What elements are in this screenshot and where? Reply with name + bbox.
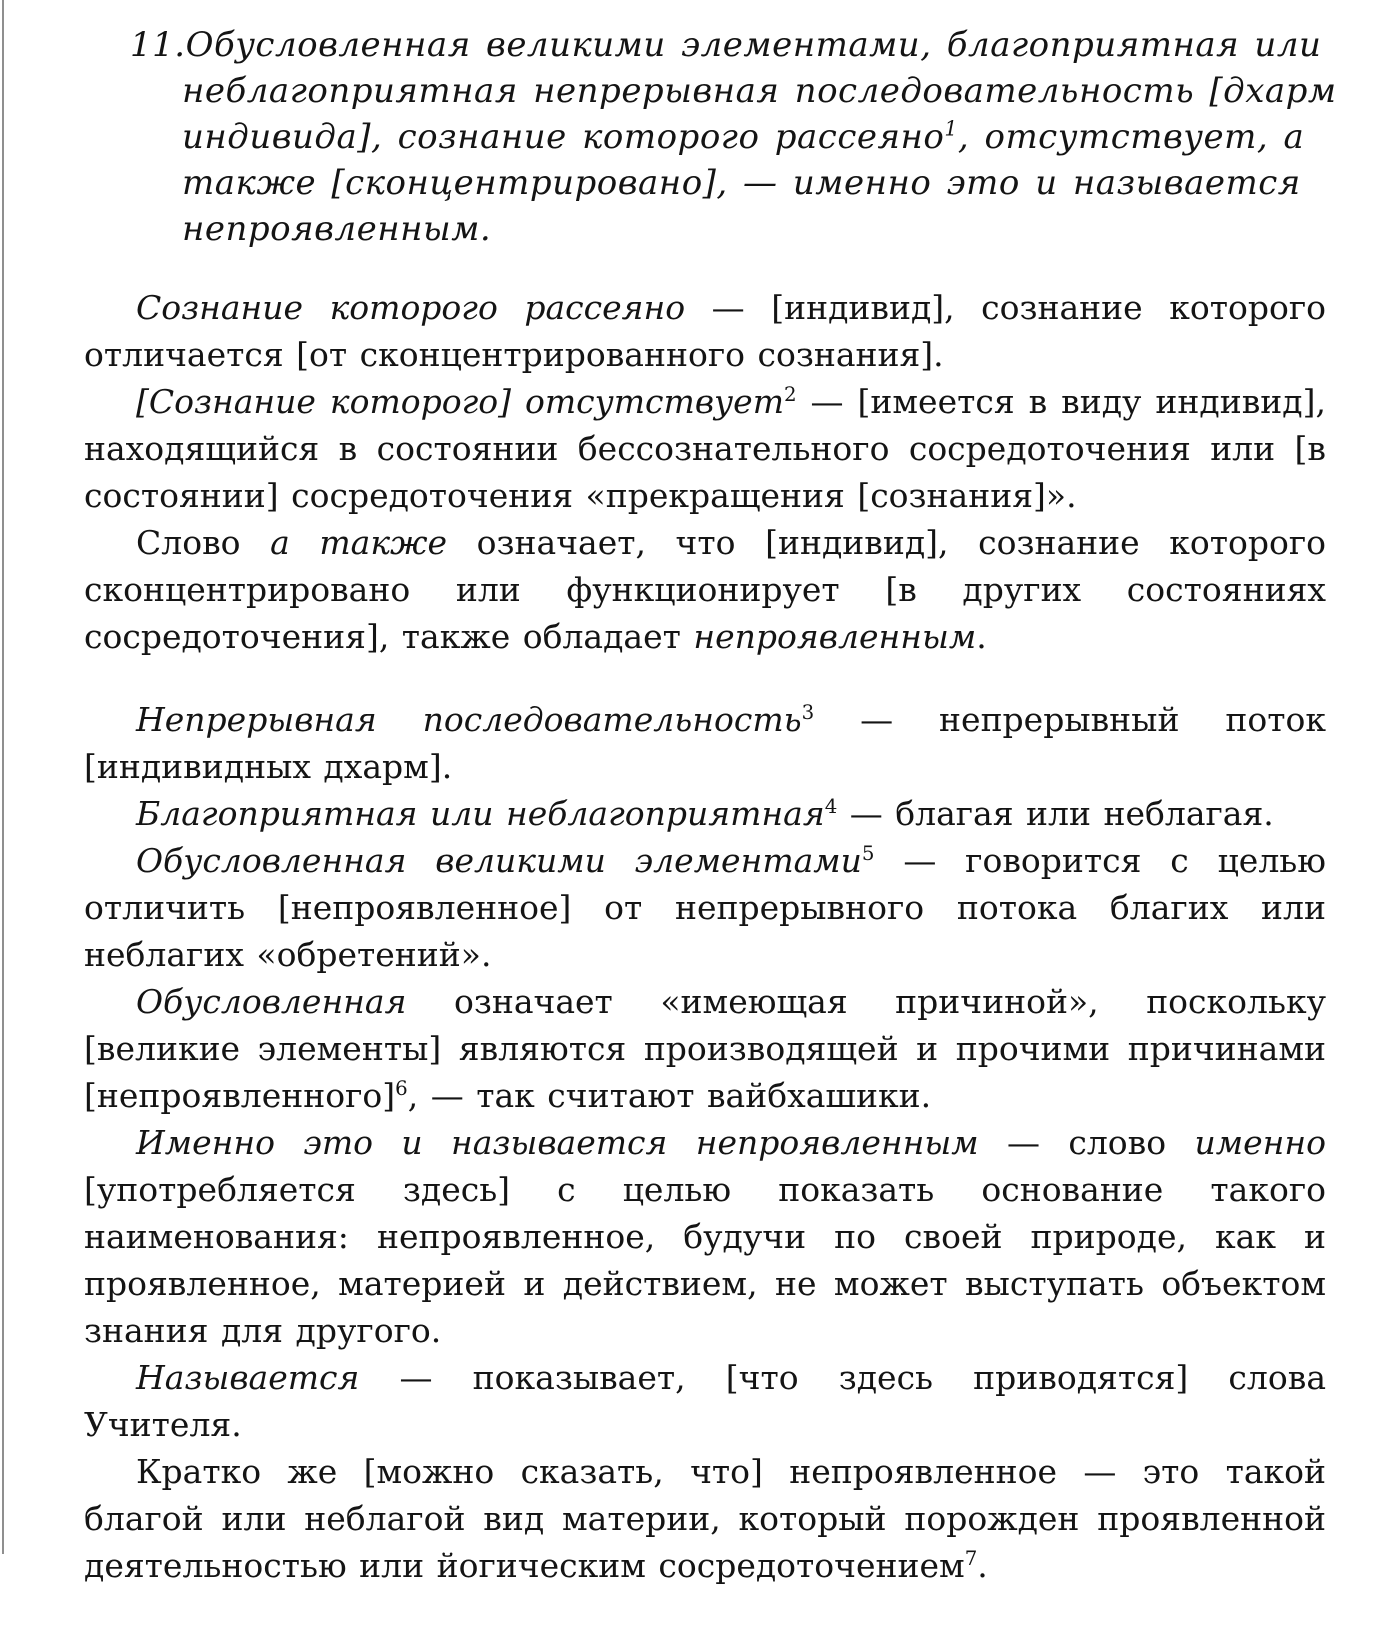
paragraph <box>84 284 1326 378</box>
verse-line <box>130 68 1337 114</box>
text-segment: . <box>976 617 987 656</box>
paragraph <box>84 1119 1326 1354</box>
paragraph <box>84 1354 1326 1448</box>
text-segment: — слово <box>978 1123 1195 1162</box>
footnote-reference: 1 <box>944 116 958 141</box>
text-segment: , отсутствует, а <box>957 117 1305 157</box>
footnote-reference: 4 <box>824 795 838 818</box>
text-segment: [Сознание которого] отсутствует <box>136 382 784 421</box>
text-segment: — непрерывный поток [индивидных дхарм]. <box>84 700 1326 786</box>
text-segment: — показывает, [что здесь приводятся] слова Учителя. <box>84 1358 1326 1444</box>
text-segment: также [сконцентрировано], — именно это и называется <box>182 163 1301 203</box>
text-segment: непроявленным <box>693 617 977 656</box>
text-segment: [употребляется здесь] с целью показать основание такого наименования: непроявленное, будучи по своей природе, как и проявленное, материей и действием, не может выступать объектом знания для другого. <box>84 1170 1326 1350</box>
text-segment: Непрерывная последовательность <box>136 700 802 739</box>
text-segment: Слово <box>136 523 271 562</box>
footnote-reference: 7 <box>964 1547 978 1570</box>
verse-line <box>130 160 1301 206</box>
paragraph <box>84 790 1326 837</box>
text-segment: — благая или неблагая. <box>837 794 1274 833</box>
text-segment: , — так считают вайбхашики. <box>407 1076 932 1115</box>
text-segment: — говорится с целью отличить [непроявленное] от непрерывного потока благих или неблагих «обретений». <box>84 841 1327 974</box>
verse-line <box>130 206 1226 252</box>
text-segment: непроявленным. <box>182 209 492 249</box>
footnote-reference: 2 <box>784 383 797 406</box>
text-segment: индивида], сознание которого рассеяно <box>182 117 945 157</box>
paragraph <box>84 378 1326 519</box>
text-segment: Обусловленная великими элементами, благоприятная или <box>185 25 1322 65</box>
text-segment: Благоприятная или неблагоприятная <box>136 794 825 833</box>
footnote-reference: 3 <box>801 701 815 724</box>
footnote-reference: 5 <box>861 842 875 865</box>
paragraph <box>84 519 1326 660</box>
text-segment: Сознание которого рассеяно <box>136 288 686 327</box>
document-body <box>84 284 1326 1589</box>
text-segment: — [имеется в виду индивид], находящийся в состоянии бессознательного сосредоточения или [в состоянии] сосредоточения «прекращения [сознания]». <box>84 382 1326 515</box>
verse-line <box>130 114 1305 160</box>
text-segment: именно <box>1194 1123 1326 1162</box>
footnote-reference: 6 <box>395 1077 408 1100</box>
text-segment: неблагоприятная непрерывная последовательность [дхарм <box>182 71 1337 111</box>
text-segment: Именно это и называется непроявленным <box>136 1123 979 1162</box>
paragraph <box>84 696 1326 790</box>
text-segment: Называется <box>136 1358 360 1397</box>
text-segment: . <box>977 1546 988 1585</box>
text-segment: означает, что [индивид], сознание которого сконцентрировано или функционирует [в других состояниях сосредоточения], также обладает <box>84 523 1326 656</box>
verse-number: 11. <box>130 25 186 65</box>
text-segment: Обусловленная великими элементами <box>136 841 862 880</box>
text-segment: означает «имеющая причиной», поскольку [великие элементы] являются производящей и прочими причинами [непроявленного] <box>84 982 1326 1115</box>
paragraph <box>84 837 1326 978</box>
text-segment: Обусловленная <box>136 982 407 1021</box>
paragraph <box>84 1448 1326 1589</box>
text-segment: Кратко же [можно сказать, что] непроявленное — это такой благой или неблагой вид материи, который порожден проявленной деятельностью или йогическим сосредоточением <box>84 1452 1326 1585</box>
paragraph <box>84 978 1326 1119</box>
text-segment: — [индивид], сознание которого отличается [от сконцентрированного сознания]. <box>84 288 1327 374</box>
verse-block <box>130 22 1337 252</box>
page-edge-line <box>2 0 4 1554</box>
text-segment: а также <box>270 523 448 562</box>
verse-line <box>130 22 1322 68</box>
